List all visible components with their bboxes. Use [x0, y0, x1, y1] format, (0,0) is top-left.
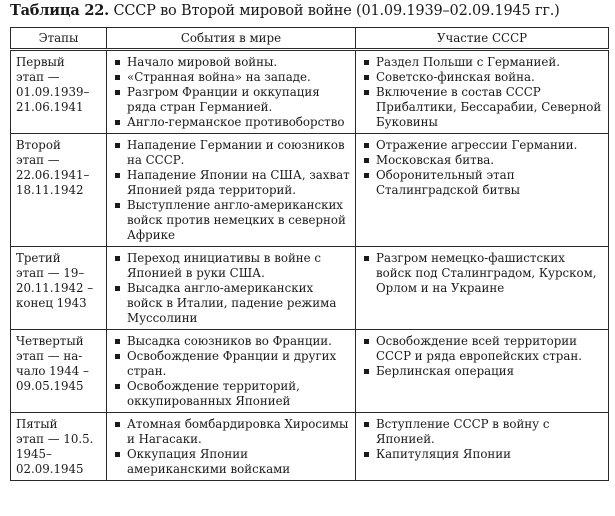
- stage-cell: Третий этап — 19– 20.11.1942 – конец 1943: [11, 247, 107, 330]
- list-item: Высадка союзников во Франции.: [113, 334, 350, 349]
- list-item: Оборонительный этап Сталинградской битвы: [362, 168, 603, 198]
- ussr-participation-cell: [356, 50, 609, 134]
- list-item: Освобождение территорий, оккупированных Японией: [113, 379, 350, 409]
- table-body: [11, 50, 609, 481]
- list-item: Атомная бомбардировка Хиросимы и Нагасаки.: [113, 417, 350, 447]
- list-item: Берлинская операция: [362, 364, 603, 379]
- ussr-events-list: [362, 138, 603, 198]
- table-row: [11, 50, 609, 134]
- table-title: СССР во Второй мировой войне (01.09.1939–02.09.1945 гг.): [109, 3, 560, 19]
- list-item: «Странная война» на западе.: [113, 70, 350, 85]
- world-events-cell: [107, 247, 356, 330]
- stage-cell: Первый этап — 01.09.1939– 21.06.1941: [11, 50, 107, 134]
- ussr-events-list: [362, 334, 603, 379]
- table-row: [11, 330, 609, 413]
- world-events-list: [113, 334, 350, 409]
- stage-cell: Второй этап — 22.06.1941– 18.11.1942: [11, 134, 107, 247]
- header-stages: Этапы: [11, 28, 107, 50]
- list-item: Разгром Франции и оккупация ряда стран Германией.: [113, 85, 350, 115]
- list-item: Капитуляция Японии: [362, 447, 603, 462]
- list-item: Освобождение Франции и других стран.: [113, 349, 350, 379]
- list-item: Освобождение всей территории СССР и ряда европейских стран.: [362, 334, 603, 364]
- list-item: Разгром немецко-фашистских войск под Сталинградом, Курском, Орлом и на Украине: [362, 251, 603, 296]
- ussr-participation-cell: [356, 134, 609, 247]
- list-item: Переход инициативы в войне с Японией в руки США.: [113, 251, 350, 281]
- list-item: Выступление англо-американских войск против немецких в северной Африке: [113, 198, 350, 243]
- ussr-participation-cell: [356, 247, 609, 330]
- table-number: Таблица 22.: [10, 2, 110, 19]
- world-events-list: [113, 251, 350, 326]
- world-events-list: [113, 417, 350, 477]
- list-item: Отражение агрессии Германии.: [362, 138, 603, 153]
- list-item: Советско-финская война.: [362, 70, 603, 85]
- header-world-events: События в мире: [107, 28, 356, 50]
- ussr-events-list: [362, 417, 603, 462]
- ww2-table: [10, 27, 609, 481]
- world-events-cell: [107, 50, 356, 134]
- world-events-list: [113, 55, 350, 130]
- world-events-cell: [107, 330, 356, 413]
- list-item: Англо-германское противоборство: [113, 115, 350, 130]
- list-item: Нападение Германии и союзников на СССР.: [113, 138, 350, 168]
- ussr-participation-cell: [356, 330, 609, 413]
- table-row: [11, 247, 609, 330]
- list-item: Нападение Японии на США, захват Японией ряда территорий.: [113, 168, 350, 198]
- list-item: Московская битва.: [362, 153, 603, 168]
- table-caption: [10, 2, 560, 19]
- list-item: Вступление СССР в войну с Японией.: [362, 417, 603, 447]
- header-ussr-participation: Участие СССР: [356, 28, 609, 50]
- table-row: [11, 134, 609, 247]
- list-item: Раздел Польши с Германией.: [362, 55, 603, 70]
- ussr-events-list: [362, 251, 603, 296]
- ussr-events-list: [362, 55, 603, 130]
- stage-cell: Пятый этап — 10.5. 1945– 02.09.1945: [11, 413, 107, 481]
- table-row: [11, 413, 609, 481]
- world-events-cell: [107, 134, 356, 247]
- header-row: [11, 28, 609, 50]
- list-item: Начало мировой войны.: [113, 55, 350, 70]
- list-item: Включение в состав СССР Прибалтики, Бессарабии, Северной Буковины: [362, 85, 603, 130]
- world-events-cell: [107, 413, 356, 481]
- ussr-participation-cell: [356, 413, 609, 481]
- list-item: Высадка англо-американских войск в Италии, падение режима Муссолини: [113, 281, 350, 326]
- list-item: Оккупация Японии американскими войсками: [113, 447, 350, 477]
- stage-cell: Четвертый этап — на- чало 1944 – 09.05.1945: [11, 330, 107, 413]
- world-events-list: [113, 138, 350, 243]
